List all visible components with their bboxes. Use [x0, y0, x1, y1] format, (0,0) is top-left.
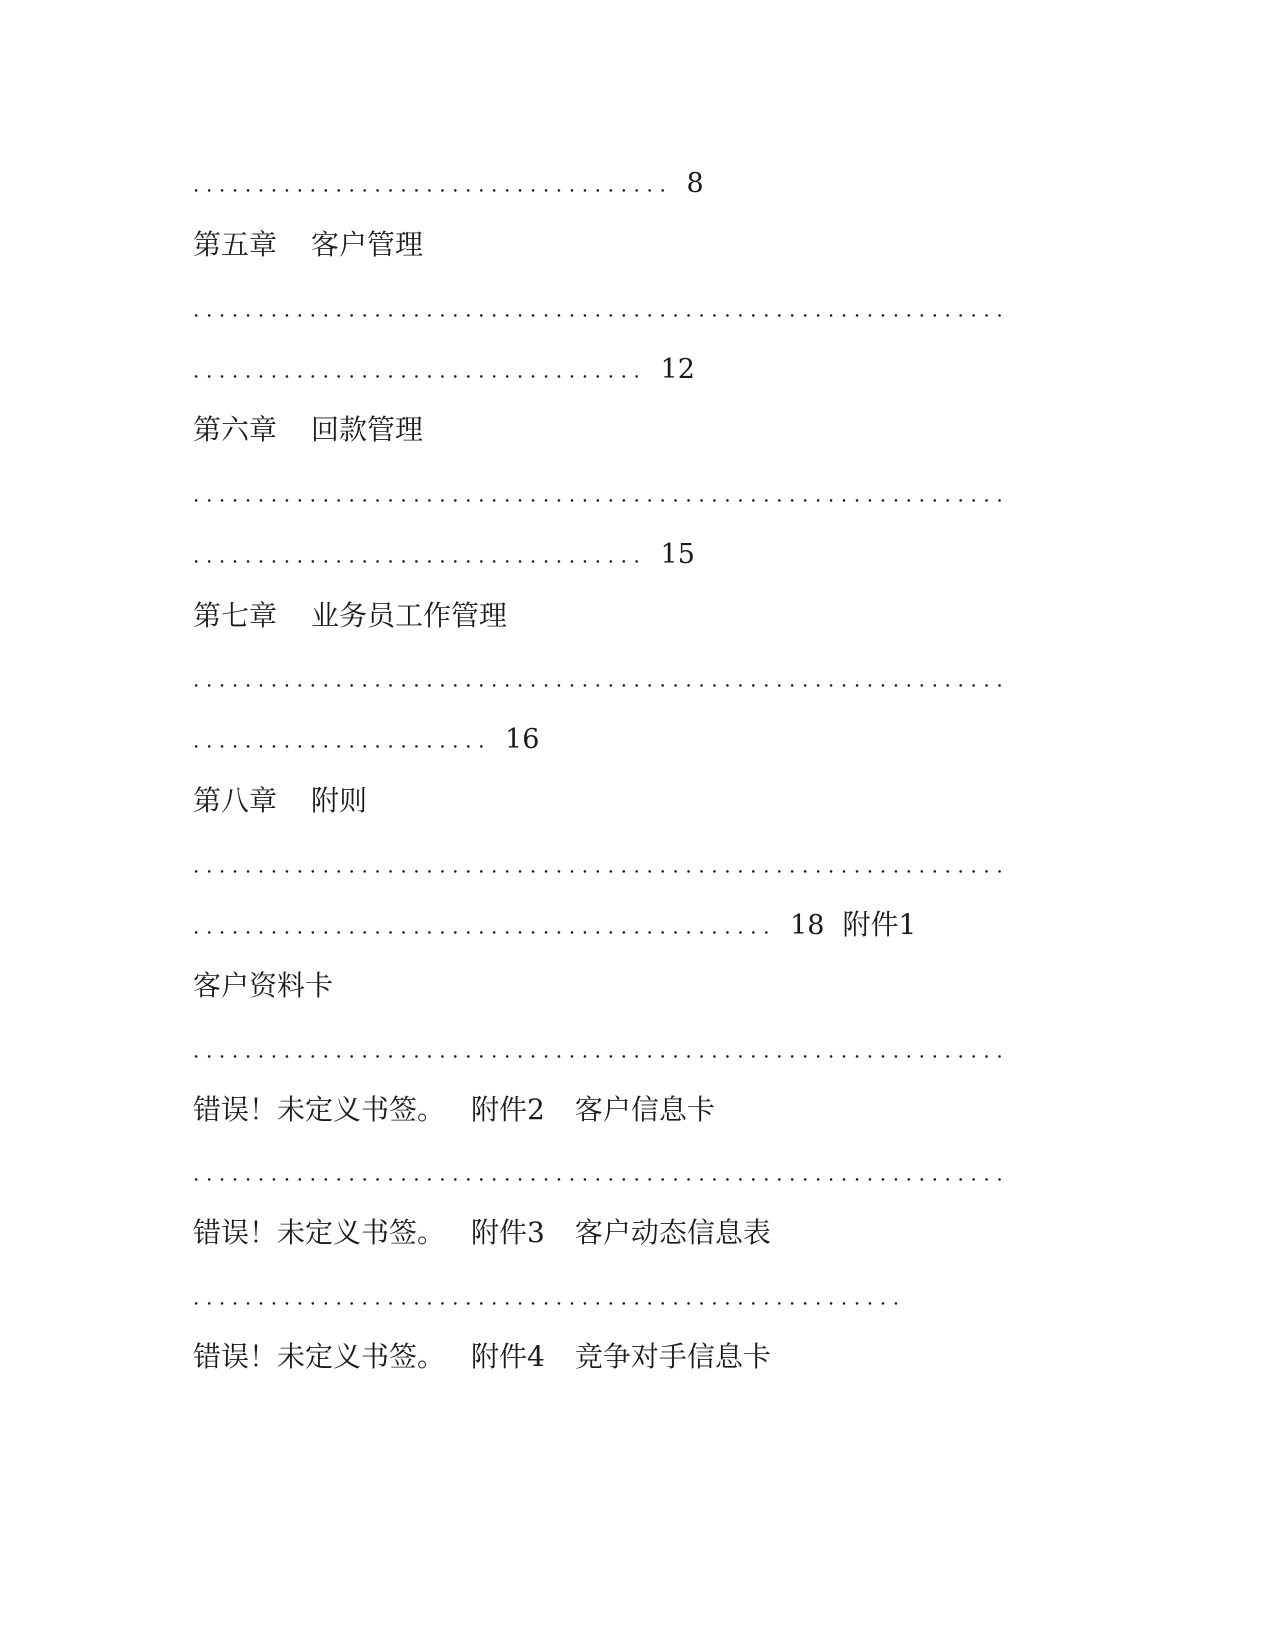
toc-entry-continuation	[193, 163, 704, 203]
toc-leader-line	[193, 1152, 1009, 1192]
toc-leader-dots: ...............................................................	[193, 853, 1010, 878]
toc-leader-line	[193, 905, 916, 945]
toc-leader-dots: ...............................................................	[193, 1161, 1010, 1186]
toc-entry-attachment-1[interactable]	[193, 966, 333, 1006]
attachment-title: 竞争对手信息卡	[574, 1340, 771, 1373]
chapter-label: 第八章	[193, 784, 278, 817]
toc-entry-chapter-7[interactable]	[193, 596, 507, 636]
bookmark-error-text: 错误！未定义书签。	[193, 1093, 446, 1126]
toc-leader-line	[193, 658, 1009, 698]
toc-leader-line	[193, 1029, 1009, 1069]
toc-leader-line	[193, 288, 1009, 328]
toc-entry-chapter-8[interactable]	[193, 781, 367, 821]
toc-leader-dots: ...............................................................	[193, 667, 1010, 692]
chapter-label: 第五章	[193, 228, 278, 261]
toc-page-number: 15	[660, 539, 695, 570]
toc-page-number: 18	[790, 910, 825, 941]
chapter-title: 回款管理	[311, 413, 424, 446]
toc-leader-line	[193, 719, 539, 759]
toc-page-number: 8	[686, 168, 704, 199]
toc-leader-dots: .......................	[193, 728, 492, 753]
chapter-label: 第六章	[193, 413, 278, 446]
toc-leader-dots: .....................................	[193, 172, 673, 197]
toc-entry-attachment-2[interactable]	[193, 1090, 715, 1130]
toc-page-number: 12	[660, 354, 695, 385]
toc-entry-attachment-4[interactable]	[193, 1337, 771, 1377]
chapter-title: 业务员工作管理	[311, 599, 508, 632]
attachment-label: 附件4	[471, 1340, 545, 1373]
attachment-label: 附件2	[471, 1093, 545, 1126]
toc-leader-dots: ...............................................................	[193, 297, 1010, 322]
toc-leader-dots: ...................................	[193, 543, 647, 568]
bookmark-error-text: 错误！未定义书签。	[193, 1216, 446, 1249]
toc-leader-dots: .............................................	[193, 914, 777, 939]
toc-leader-dots: ...................................	[193, 358, 647, 383]
chapter-label: 第七章	[193, 599, 278, 632]
toc-entry-chapter-6[interactable]	[193, 410, 423, 450]
toc-leader-line	[193, 844, 1009, 884]
attachment-label[interactable]: 附件1	[842, 908, 917, 941]
bookmark-error-text: 错误！未定义书签。	[193, 1340, 446, 1373]
attachment-label: 附件3	[471, 1216, 545, 1249]
toc-leader-dots: .......................................................	[193, 1285, 906, 1310]
attachment-title: 客户信息卡	[574, 1093, 715, 1126]
toc-leader-line	[193, 1276, 906, 1316]
toc-entry-chapter-5[interactable]	[193, 225, 423, 265]
chapter-title: 附则	[311, 784, 368, 817]
toc-page-number: 16	[505, 724, 540, 755]
toc-leader-line	[193, 349, 695, 389]
toc-leader-line	[193, 534, 695, 574]
toc-leader-dots: ...............................................................	[193, 482, 1010, 507]
attachment-title: 客户动态信息表	[574, 1216, 771, 1249]
attachment-title: 客户资料卡	[193, 969, 334, 1002]
toc-leader-dots: ...............................................................	[193, 1038, 1010, 1063]
chapter-title: 客户管理	[311, 228, 424, 261]
toc-entry-attachment-3[interactable]	[193, 1213, 771, 1253]
toc-leader-line	[193, 473, 1009, 513]
